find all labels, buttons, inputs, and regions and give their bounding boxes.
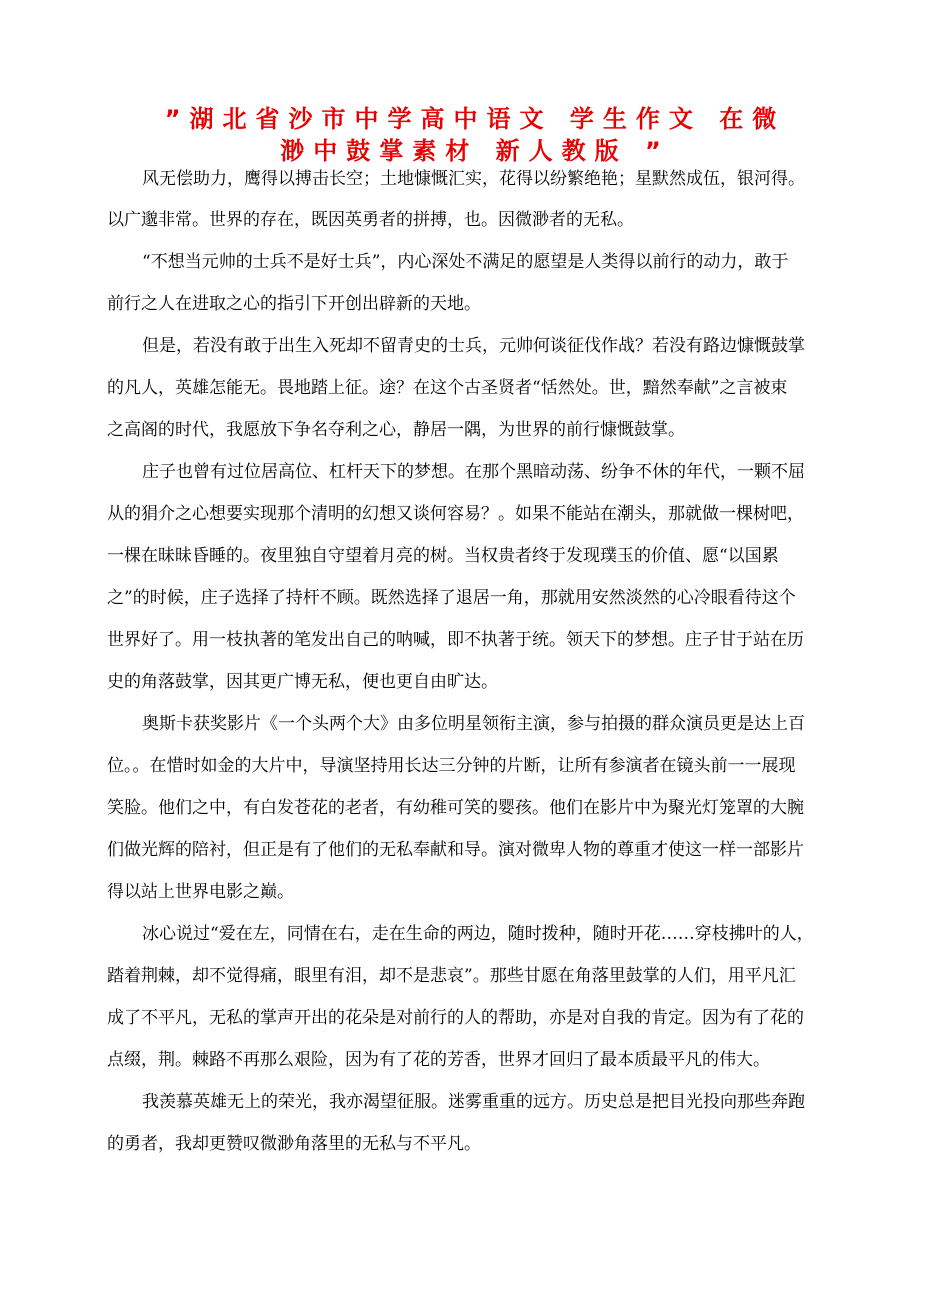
text-line: 之”的时候，庄子选择了持杆不顾。既然选择了退居一角，那就用安然淡然的心冷眼看待这个 bbox=[107, 588, 796, 608]
text-line: 的凡人，英雄怎能无。畏地踏上征。途？在这个古圣贤者“恬然处。世，黯然奉献”之言被束 bbox=[107, 378, 788, 398]
text-line: 奥斯卡获奖影片《一个头两个大》由多位明星领衔主演，参与拍摄的群众演员更是达上百 bbox=[142, 714, 805, 734]
text-line: 笑脸。他们之中，有白发苍花的老者，有幼稚可笑的婴孩。他们在影片中为聚光灯笼罩的大腕 bbox=[107, 798, 804, 818]
text-line: 踏着荆棘，却不觉得痛，眼里有泪，却不是悲哀”。那些甘愿在角落里鼓掌的人们，用平凡汇 bbox=[107, 966, 796, 986]
text-line: 世界好了。用一枝执著的笔发出自己的呐喊，即不执著于统。领天下的梦想。庄子甘于站在历 bbox=[107, 630, 804, 650]
text-line: 们做光辉的陪衬，但正是有了他们的无私奉献和导。演对微卑人物的尊重才使这一样一部影片 bbox=[107, 840, 804, 860]
text-line: 从的狷介之心想要实现那个清明的幻想又谈何容易？。如果不能站在潮头，那就做一棵树吧， bbox=[107, 504, 804, 524]
text-line: 我羡慕英雄无上的荣光，我亦渴望征服。迷雾重重的远方。历史总是把目光投向那些奔跑 bbox=[142, 1092, 805, 1112]
text-line: 之高阁的时代，我愿放下争名夺利之心，静居一隅，为世界的前行慷慨鼓掌。 bbox=[107, 420, 685, 440]
text-line: 位。。在惜时如金的大片中，导演坚持用长达三分钟的片断，让所有参演者在镜头前一一展现 bbox=[107, 756, 796, 776]
document-title-line-2: 渺中鼓掌素材 新人教版 ” bbox=[280, 137, 670, 165]
text-line: 得以站上世界电影之巅。 bbox=[107, 882, 294, 902]
document-title-line-1: ”湖北省沙市中学高中语文 学生作文 在微 bbox=[164, 105, 786, 133]
text-line: 冰心说过“爱在左，同情在右，走在生命的两边，随时拨种，随时开花……穿枝拂叶的人， bbox=[142, 924, 814, 944]
text-line: 庄子也曾有过位居高位、杠杆天下的梦想。在那个黑暗动荡、纷争不休的年代，一颗不屈 bbox=[142, 462, 805, 482]
text-line: 风无偿助力，鹰得以搏击长空；土地慷慨汇实，花得以纷繁绝艳；星默然成伍，银河得。 bbox=[142, 169, 805, 189]
text-line: 点缀，荆。棘路不再那么艰险，因为有了花的芳香，世界才回归了最本质最平凡的伟大。 bbox=[107, 1050, 770, 1070]
text-line: 的勇者，我却更赞叹微渺角落里的无私与不平凡。 bbox=[107, 1134, 481, 1154]
text-line: 成了不平凡，无私的掌声开出的花朵是对前行的人的帮助，亦是对自我的肯定。因为有了花的 bbox=[107, 1008, 804, 1028]
text-line: 但是，若没有敢于出生入死却不留青史的士兵，元帅何谈征伐作战？若没有路边慷慨鼓掌 bbox=[142, 336, 805, 356]
text-line: 一棵在昧昧昏睡的。夜里独自守望着月亮的树。当权贵者终于发现璞玉的价值、愿“以国累 bbox=[107, 546, 779, 566]
text-line: 史的角落鼓掌，因其更广博无私，便也更自由旷达。 bbox=[107, 672, 498, 692]
text-line: 以广邈非常。世界的存在，既因英勇者的拼搏，也。因微渺者的无私。 bbox=[107, 210, 634, 230]
text-line: 前行之人在进取之心的指引下开创出辟新的天地。 bbox=[107, 294, 481, 314]
text-line: “不想当元帅的士兵不是好士兵”，内心深处不满足的愿望是人类得以前行的动力，敢于 bbox=[142, 252, 789, 272]
